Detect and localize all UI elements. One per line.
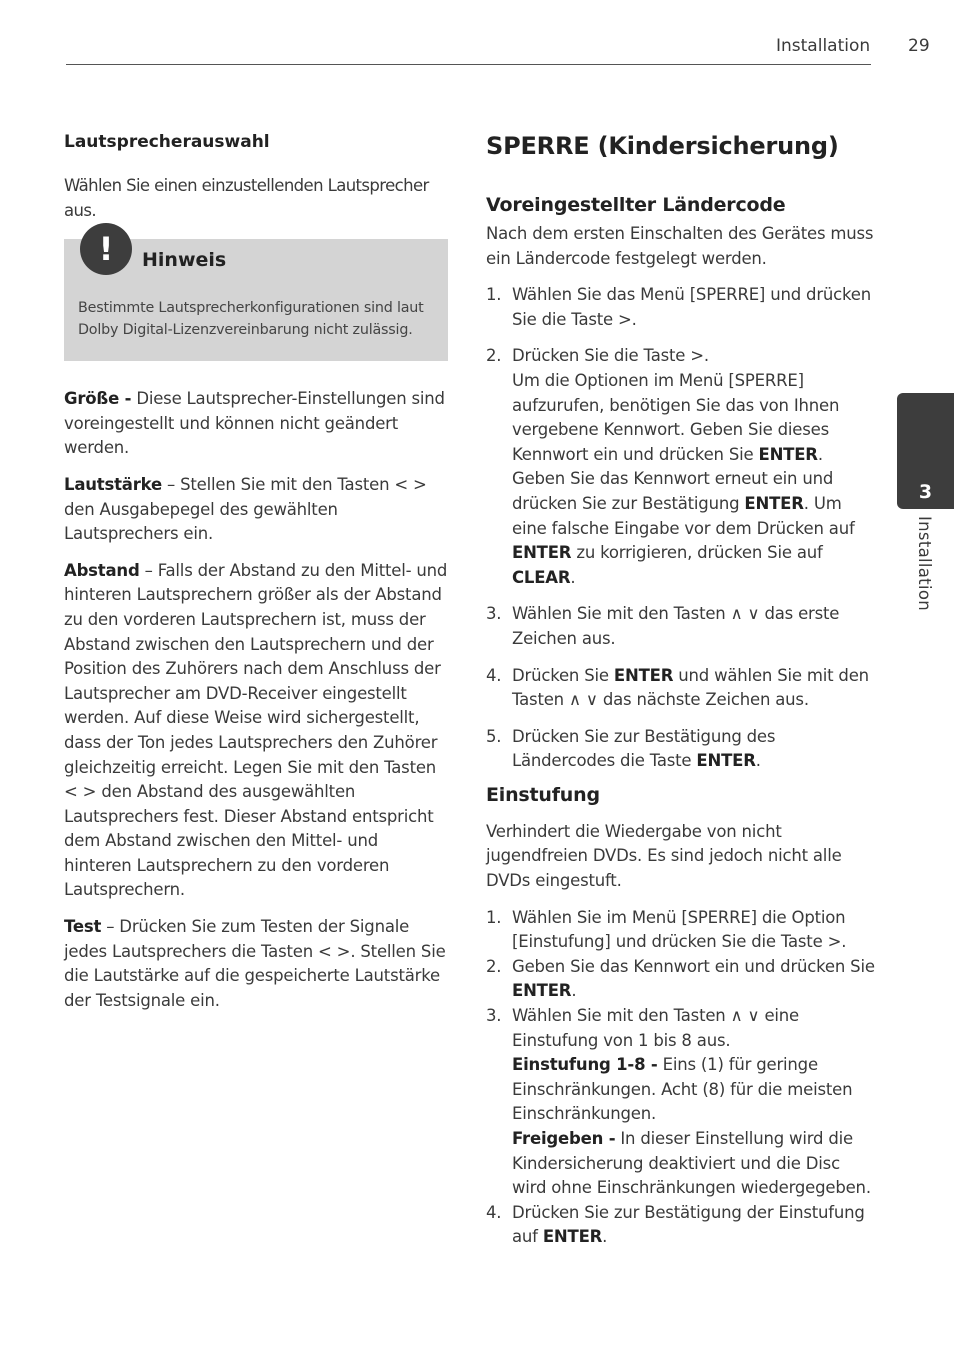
list-item: 4. Drücken Sie ENTER und wählen Sie mit den Tasten ∧ ∨ das nächste Zeichen aus.	[486, 665, 869, 710]
paragraph-size: Größe - Diese Lautsprecher-Einstellungen sind voreingestellt und können nicht geändert werden.	[64, 389, 445, 458]
paragraph-volume: Lautstärke – Stellen Sie mit den Tasten < > den Ausgabepegel des gewählten Lautsprechers ein.	[64, 474, 427, 544]
list-item: 4. Drücken Sie zur Bestätigung der Einstufung auf ENTER.	[486, 1202, 865, 1247]
list-item: 1. Wählen Sie das Menü [SPERRE] und drücken Sie die Taste >.	[486, 285, 872, 329]
list-item: 2. Geben Sie das Kennwort ein und drücken Sie ENTER.	[486, 956, 875, 1001]
chapter-label: Installation	[915, 516, 934, 611]
subheading-country-code: Voreingestellter Ländercode	[486, 194, 786, 216]
header-divider	[66, 64, 871, 65]
note-box	[64, 230, 448, 361]
left-right-keys-icon: < >	[318, 941, 351, 961]
exclamation-icon: !	[80, 223, 132, 275]
list-item: 2. Drücken Sie die Taste >. Um die Optionen im Menü [SPERRE] aufzurufen, benötigen Sie das von Ihnen vergebene Kennwort. Geben Sie dieses Kennwort ein und drücken Sie ENTER. Geben Sie das Kennwort erneut ein und drücken Sie zur Bestätigung ENTER. Um eine falsche Eingabe vor dem Drücken auf ENTER zu korrigieren, drücken Sie auf CLEAR.	[486, 346, 855, 587]
list-item: 3. Wählen Sie mit den Tasten ∧ ∨ das erste Zeichen aus.	[486, 604, 840, 648]
subheading-rating: Einstufung	[486, 783, 600, 806]
rating-intro: Verhindert die Wiedergabe von nicht jugendfreien DVDs. Es sind jedoch nicht alle DVDs eingestuft.	[486, 821, 842, 891]
country-code-intro: Nach dem ersten Einschalten des Gerätes muss ein Ländercode festgelegt werden.	[486, 224, 874, 268]
list-item: 1. Wählen Sie im Menü [SPERRE] die Option [Einstufung] und drücken Sie die Taste >.	[486, 907, 847, 952]
section-heading-speaker-selection: Lautsprecherauswahl	[64, 132, 270, 152]
term-test: Test	[64, 917, 102, 937]
up-down-keys-icon: ∧ ∨	[730, 1006, 760, 1026]
section-title-lock: SPERRE (Kindersicherung)	[486, 132, 839, 160]
country-code-steps	[486, 283, 878, 774]
term-volume: Lautstärke	[64, 474, 162, 494]
paragraph-distance: Abstand – Falls der Abstand zu den Mittel- und hinteren Lautsprechern größer als der Abstand zu den vorderen Lautsprechern ist, muss der Abstand zwischen den Lautsprechern und der Position des Zuhörers nach dem Anschluss der Lautsprecher am DVD-Receiver eingestellt werden. Auf diese Weise wird sichergestellt, dass der Ton jedes Lautsprechers den Zuhörer gleichzeitig erreicht. Legen Sie mit den Tasten < > den Abstand des ausgewählten Lautsprechers fest. Dieser Abstand entspricht dem Abstand zwischen den Mittel- und hinteren Lautsprechern zu den vorderen Lautsprechern.	[64, 560, 448, 900]
list-item: 3. Wählen Sie mit den Tasten ∧ ∨ eine Einstufung von 1 bis 8 aus. Einstufung 1-8 - Eins (1) für geringe Einschränkungen. Acht (8) für die meisten Einschränkungen. Freigeben - In dieser Einstellung wird die Kindersicherung deaktiviert und die Disc wird ohne Einschränkungen wiedergegeben.	[486, 1006, 871, 1198]
chapter-number: 3	[918, 481, 933, 503]
term-size: Größe -	[64, 389, 132, 409]
up-down-keys-icon: ∧ ∨	[568, 690, 598, 710]
left-column	[64, 130, 450, 1025]
term-distance: Abstand	[64, 560, 140, 580]
right-key-icon: >	[690, 346, 704, 366]
right-key-icon: >	[827, 932, 842, 952]
up-down-keys-icon: ∧ ∨	[730, 604, 760, 624]
chapter-tab	[897, 393, 954, 509]
list-item: 5. Drücken Sie zur Bestätigung des Ländercodes die Taste ENTER.	[486, 726, 776, 771]
note-title: Hinweis	[142, 249, 227, 272]
left-right-keys-icon: < >	[64, 782, 97, 802]
speaker-selection-intro: Wählen Sie einen einzustellenden Lautsprecher aus.	[64, 176, 429, 220]
right-column	[486, 130, 878, 1250]
paragraph-test: Test – Drücken Sie zum Testen der Signale jedes Lautsprechers die Tasten < >. Stellen Sie die Lautstärke auf die gespeicherte Lautstärke der Testsignale ein.	[64, 917, 446, 1010]
rating-steps	[486, 906, 878, 1250]
note-text: Bestimmte Lautsprecherkonfigurationen sind laut Dolby Digital-Lizenzvereinbarung nicht zulässig.	[78, 300, 424, 339]
left-right-keys-icon: < >	[394, 474, 427, 494]
page-number: 29	[908, 36, 930, 56]
running-header-section: Installation	[776, 36, 871, 56]
right-key-icon: >	[618, 309, 632, 329]
